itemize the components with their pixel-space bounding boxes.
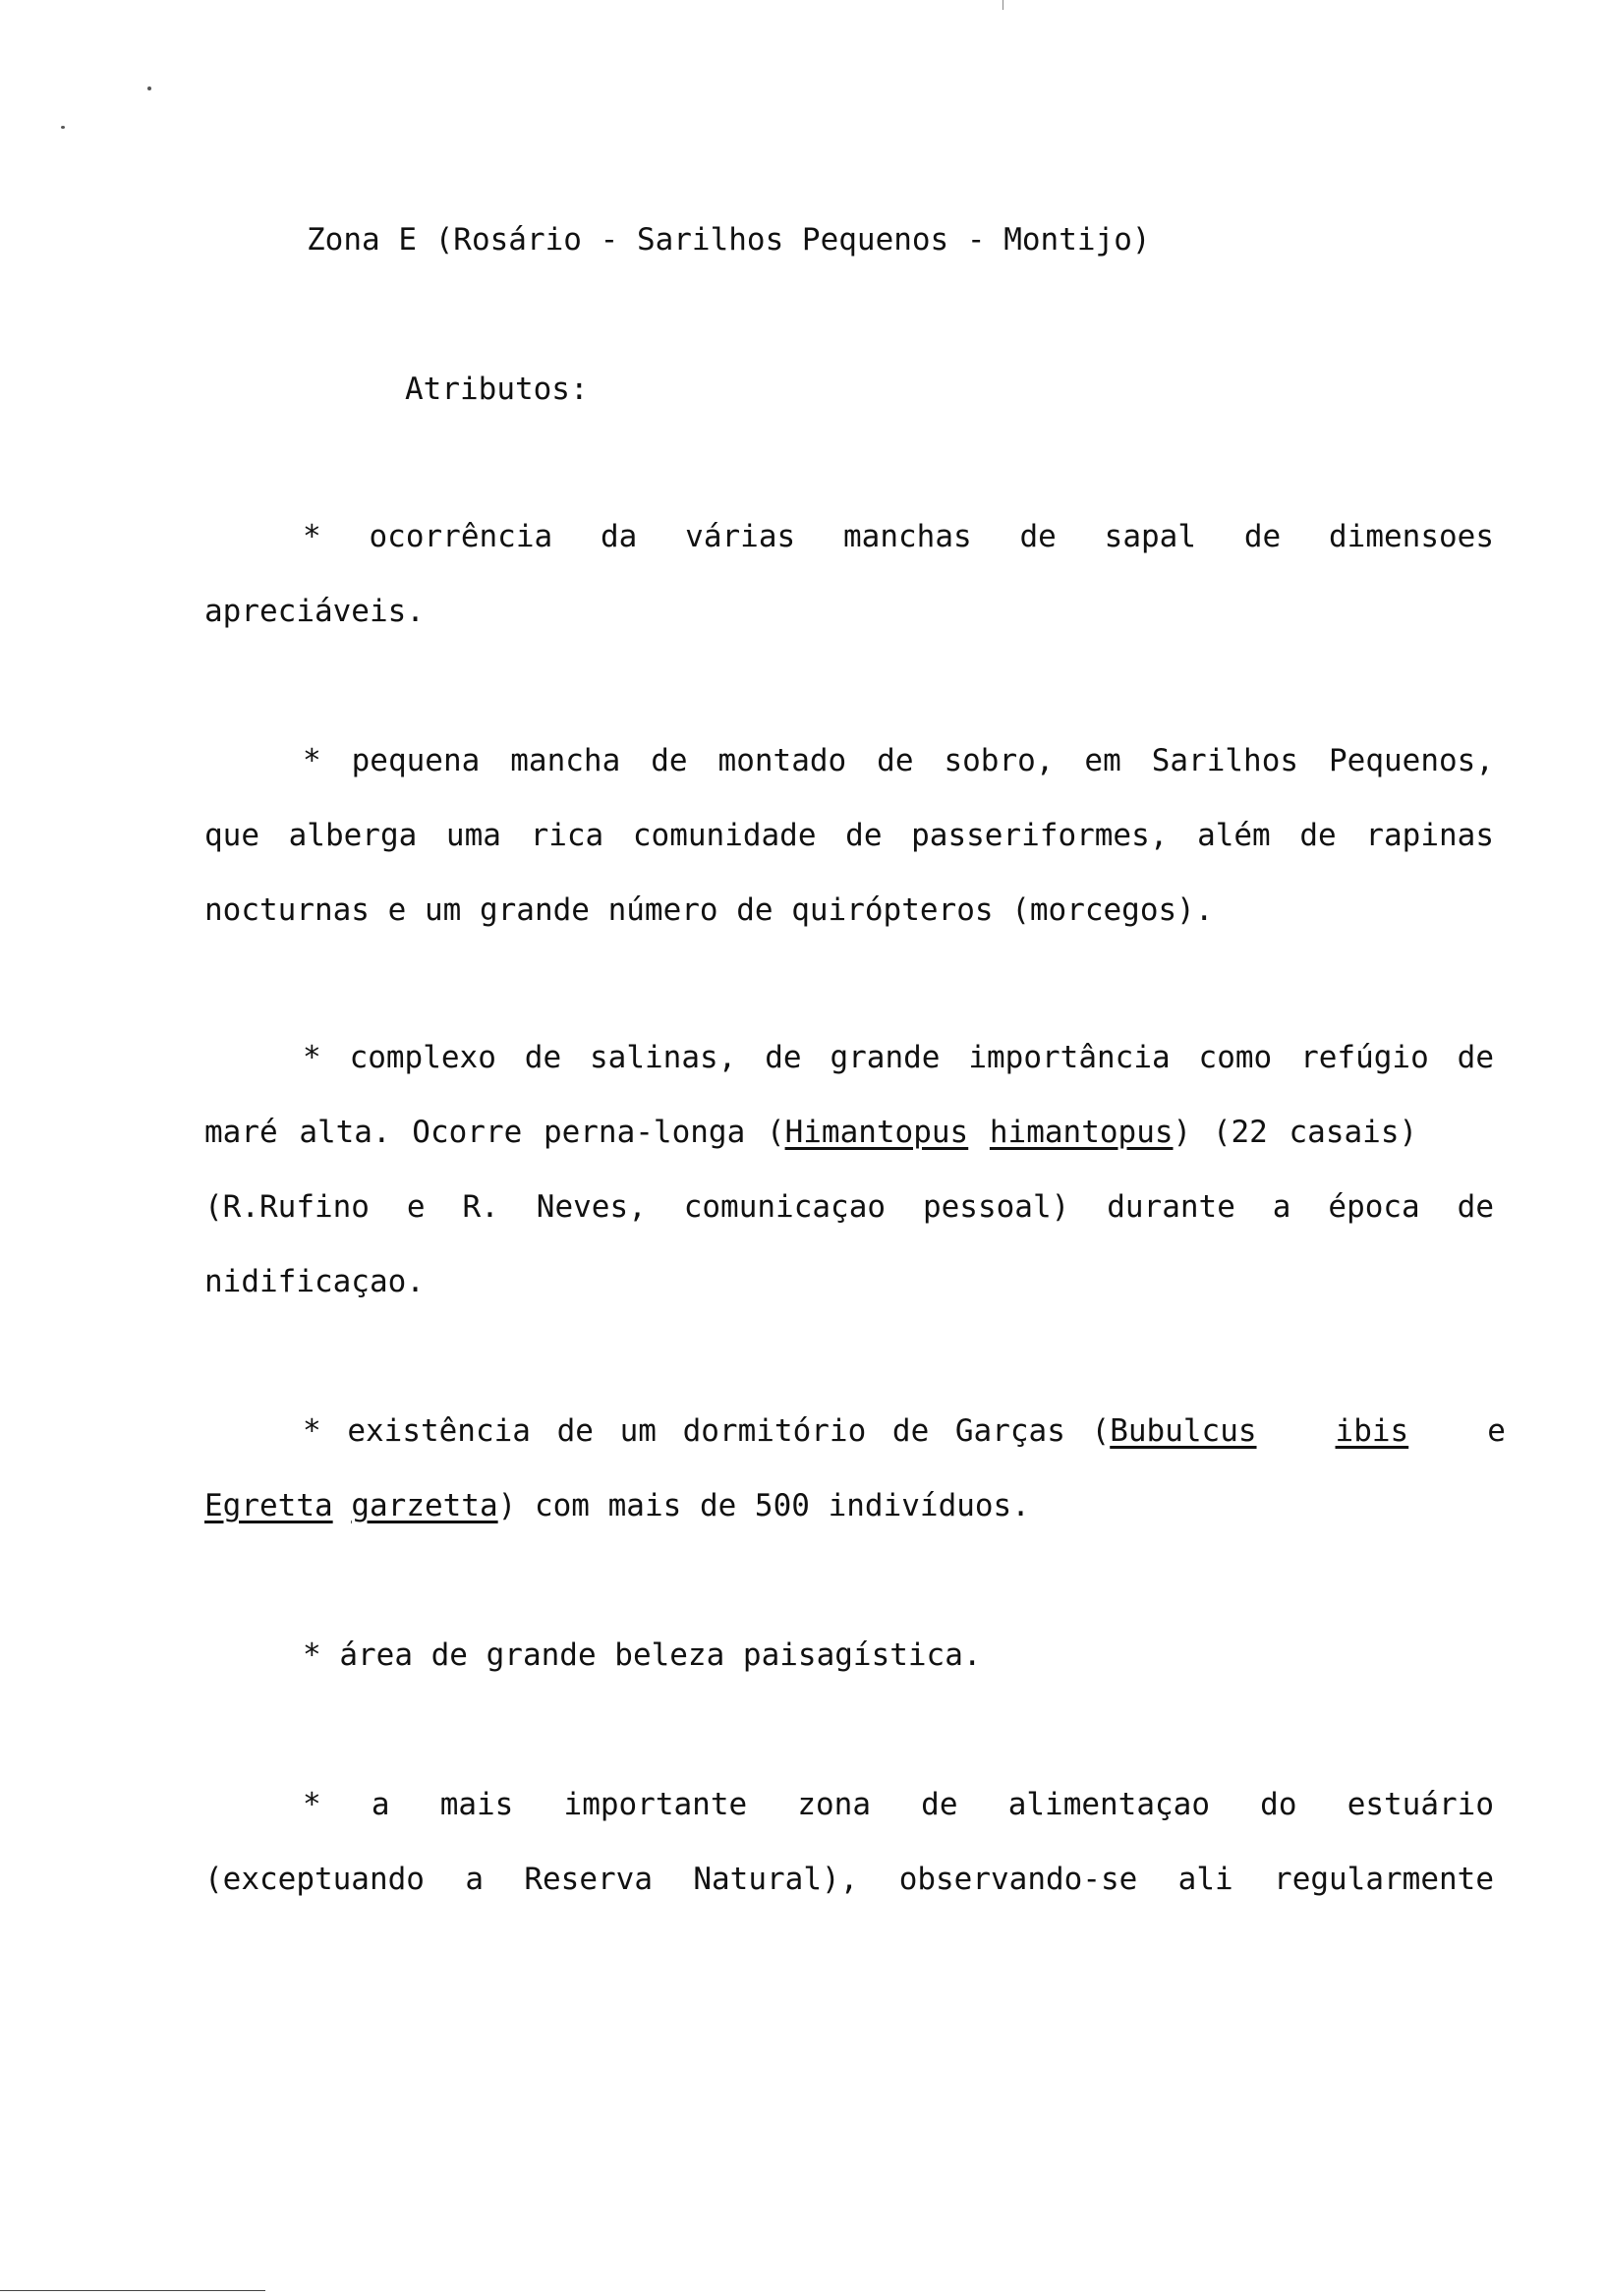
species-name-bubulcus: Bubulcus <box>1110 1413 1257 1449</box>
attribute-1-line-1: * ocorrência da várias manchas de sapal de dimensoes <box>303 519 1494 554</box>
page-heading: Zona E (Rosário - Sarilhos Pequenos - Montijo) <box>307 222 1151 258</box>
attribute-6-line-2: (exceptuando a Reserva Natural), observando-se ali regularmente <box>204 1862 1494 1897</box>
attribute-4-line-2 <box>204 1486 1494 1525</box>
species-name-egretta: Egretta <box>204 1488 333 1523</box>
attribute-2-line-2: que alberga uma rica comunidade de passeriformes, além de rapinas <box>204 818 1494 853</box>
attribute-3-text-a: maré alta. Ocorre perna-longa ( <box>204 1115 785 1150</box>
species-name-himantopus-epithet: himantopus <box>989 1115 1174 1150</box>
scan-speck <box>61 126 65 129</box>
attribute-3-line-4: nidificaçao. <box>204 1264 425 1299</box>
attribute-3-line-1: * complexo de salinas, de grande importância como refúgio de <box>303 1040 1494 1075</box>
attribute-4-text-c: ) com mais de 500 indivíduos. <box>497 1488 1030 1523</box>
attribute-4-line-1 <box>303 1411 1506 1451</box>
attribute-2-line-3: nocturnas e um grande número de quirópteros (morcegos). <box>204 892 1214 928</box>
attribute-2-line-1: * pequena mancha de montado de sobro, em Sarilhos Pequenos, <box>303 743 1494 778</box>
species-name-ibis: ibis <box>1335 1413 1409 1449</box>
attribute-3-text-b: ) (22 casais) <box>1173 1115 1418 1150</box>
attribute-4-text-b: e <box>1487 1413 1506 1449</box>
attribute-6-line-1: * a mais importante zona de alimentaçao do estuário <box>303 1787 1494 1822</box>
species-name-himantopus-genus: Himantopus <box>784 1115 969 1150</box>
attribute-5-line-1: * área de grande beleza paisagística. <box>303 1637 982 1673</box>
section-subheading: Atributos: <box>405 372 589 407</box>
attribute-4-text-a: * existência de um dormitório de Garças ( <box>303 1413 1111 1449</box>
species-name-garzetta: garzetta <box>351 1488 498 1523</box>
attribute-1-line-2: apreciáveis. <box>204 594 425 629</box>
attribute-3-line-3: (R.Rufino e R. Neves, comunicaçao pessoal) durante a época de <box>204 1189 1494 1225</box>
scan-mark <box>1002 0 1003 10</box>
scan-edge-line <box>0 2290 265 2291</box>
attribute-3-line-2 <box>204 1113 1494 1152</box>
scan-speck <box>147 86 151 90</box>
